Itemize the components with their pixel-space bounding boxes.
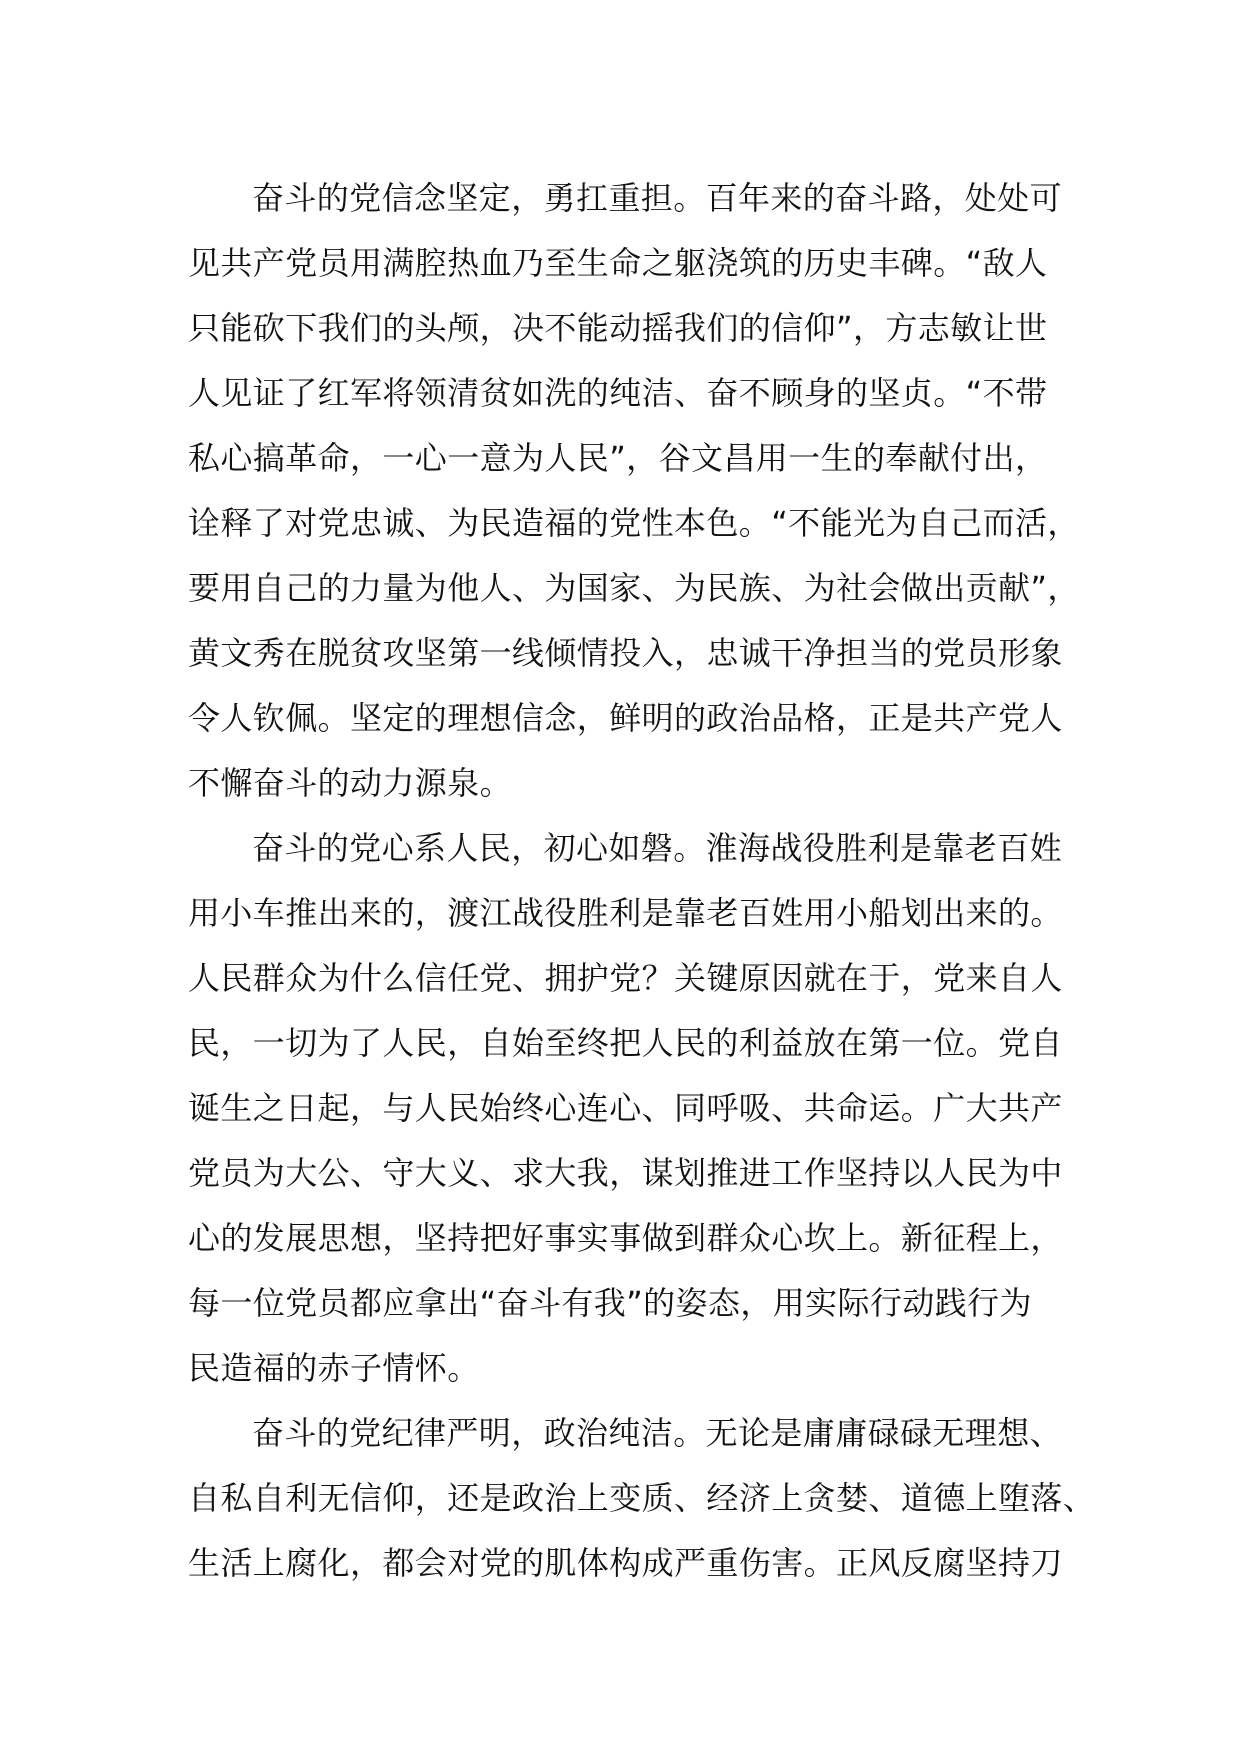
text-line: 奋斗的党纪律严明，政治纯洁。无论是庸庸碌碌无理想、 [252, 1414, 1063, 1452]
document-body [188, 166, 1096, 1596]
text-line: 诞生之日起，与人民始终心连心、同呼吸、共命运。广大共产 [188, 1089, 1063, 1127]
text-line: 诠释了对党忠诚、为民造福的党性本色。“不能光为自己而活， [188, 504, 1080, 542]
text-line: 用小车推出来的，渡江战役胜利是靠老百姓用小船划出来的。 [188, 894, 1063, 932]
text-line: 人见证了红军将领清贫如洗的纯洁、奋不顾身的坚贞。“不带 [188, 374, 1048, 412]
text-line: 民造福的赤子情怀。 [188, 1349, 480, 1387]
text-line: 私心搞革命，一心一意为人民”，谷文昌用一生的奉献付出， [188, 439, 1048, 477]
text-line: 民，一切为了人民，自始至终把人民的利益放在第一位。党自 [188, 1024, 1063, 1062]
text-line: 不懈奋斗的动力源泉。 [188, 764, 513, 802]
text-line: 黄文秀在脱贫攻坚第一线倾情投入，忠诚干净担当的党员形象 [188, 634, 1063, 672]
text-line: 令人钦佩。坚定的理想信念，鲜明的政治品格，正是共产党人 [188, 699, 1063, 737]
text-line: 奋斗的党信念坚定，勇扛重担。百年来的奋斗路，处处可 [252, 179, 1063, 217]
text-line: 每一位党员都应拿出“奋斗有我”的姿态，用实际行动践行为 [188, 1284, 1032, 1322]
paragraph-discipline [188, 1401, 1096, 1596]
paragraph-people [188, 816, 1078, 1401]
text-line: 要用自己的力量为他人、为国家、为民族、为社会做出贡献”， [188, 569, 1080, 607]
paragraph-ideals [188, 166, 1078, 816]
text-line: 自私自利无信仰，还是政治上变质、经济上贪婪、道德上堕落、 [188, 1479, 1096, 1517]
text-line: 心的发展思想，坚持把好事实事做到群众心坎上。新征程上， [188, 1219, 1063, 1257]
text-line: 只能砍下我们的头颅，决不能动摇我们的信仰”，方志敏让世 [188, 309, 1048, 347]
text-line: 奋斗的党心系人民，初心如磐。淮海战役胜利是靠老百姓 [252, 829, 1063, 867]
text-line: 党员为大公、守大义、求大我，谋划推进工作坚持以人民为中 [188, 1154, 1063, 1192]
text-line: 人民群众为什么信任党、拥护党？关键原因就在于，党来自人 [188, 959, 1063, 997]
text-line: 生活上腐化，都会对党的肌体构成严重伤害。正风反腐坚持刀 [188, 1544, 1063, 1582]
text-line: 见共产党员用满腔热血乃至生命之躯浇筑的历史丰碑。“敌人 [188, 244, 1048, 282]
